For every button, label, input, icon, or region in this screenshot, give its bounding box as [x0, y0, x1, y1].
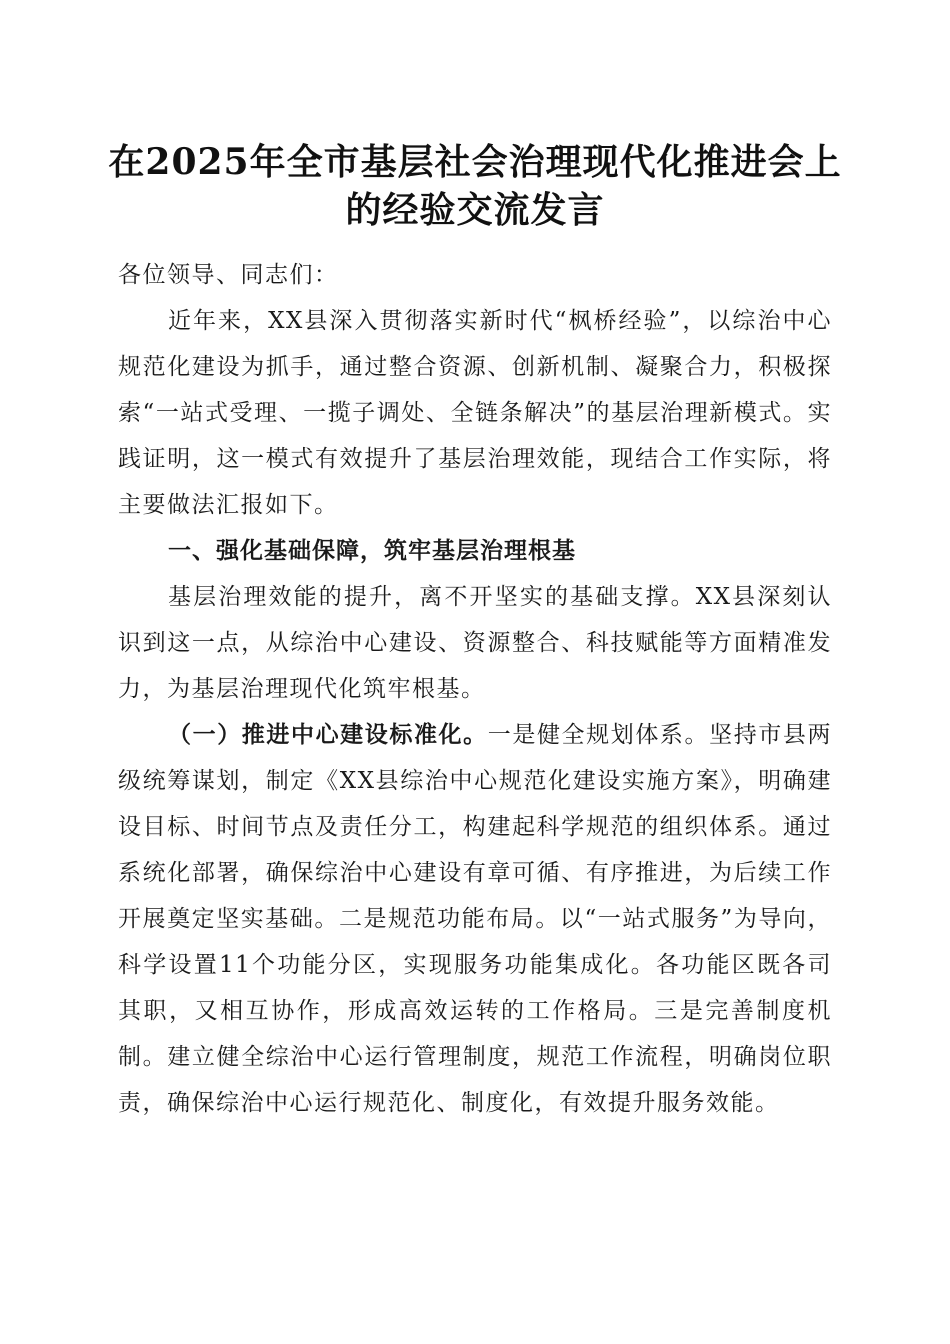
title-line-2: 的经验交流发言 [345, 189, 605, 231]
intro-paragraph: 近年来，XX县深入贯彻落实新时代“枫桥经验”，以综治中心规范化建设为抓手，通过整合资源、创新机制、凝聚合力，积极探索“一站式受理、一揽子调处、全链条解决”的基层治理新模式。实践证明，这一模式有效提升了基层治理效能，现结合工作实际，将主要做法汇报如下。 [118, 308, 832, 518]
subsection-1-paragraph [118, 712, 832, 1126]
title-line-1: 在2025年全市基层社会治理现代化推进会上 [108, 141, 842, 183]
section-1-intro-paragraph: 基层治理效能的提升，离不开坚实的基础支撑。XX县深刻认识到这一点，从综治中心建设、资源整合、科技赋能等方面精准发力，为基层治理现代化筑牢根基。 [118, 584, 832, 702]
document-title [100, 138, 850, 234]
document-body [118, 252, 832, 1126]
salutation: 各位领导、同志们： [118, 262, 339, 288]
subsection-1-heading: （一）推进中心建设标准化。 [168, 722, 488, 748]
subsection-1-body: 一是健全规划体系。坚持市县两级统筹谋划，制定《XX县综治中心规范化建设实施方案》，明确建设目标、时间节点及责任分工，构建起科学规范的组织体系。通过系统化部署，确保综治中心建设有章可循、有序推进，为后续工作开展奠定坚实基础。二是规范功能布局。以“一站式服务”为导向，科学设置11个功能分区，实现服务功能集成化。各功能区既各司其职，又相互协作，形成高效运转的工作格局。三是完善制度机制。建立健全综治中心运行管理制度，规范工作流程，明确岗位职责，确保综治中心运行规范化、制度化，有效提升服务效能。 [118, 722, 833, 1116]
section-1-heading: 一、强化基础保障，筑牢基层治理根基 [168, 538, 576, 564]
